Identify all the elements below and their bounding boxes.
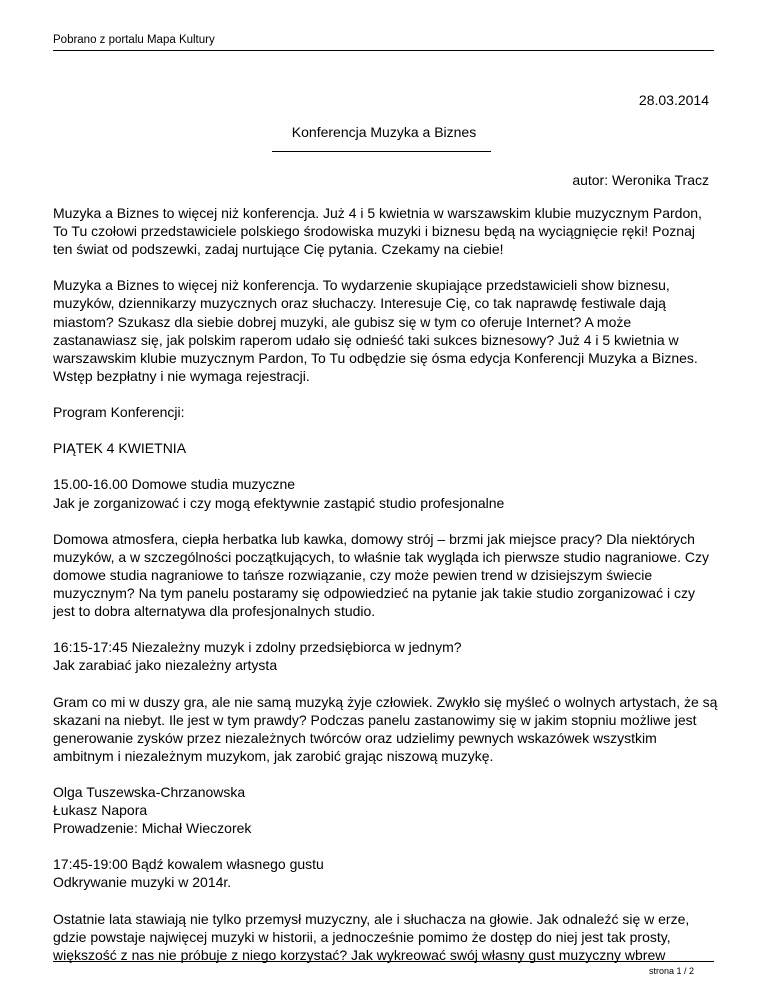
session-2-header bbox=[53, 638, 718, 674]
program-heading: Program Konferencji: bbox=[53, 404, 185, 421]
speaker-2: Łukasz Napora bbox=[53, 802, 148, 819]
session-1-title: 15.00-16.00 Domowe studia muzyczne bbox=[53, 476, 296, 493]
session-2-speakers bbox=[53, 783, 718, 837]
footer-divider bbox=[53, 961, 714, 962]
session-1-description: Domowa atmosfera, ciepła herbatka lub kawka, domowy strój – brzmi jak miejsce pracy? Dla niektórych muzyków, a w szczególności początkujących, to właśnie tak wygląda ich pierwsze studio nagraniowe. Czy domowe studia nagraniowe to tańsze rozwiązanie, czy może pewien trend w dzisiejszym świecie muzycznym? Na tym panelu postaramy się odpowiedzieć na pytanie jak takie studio zorganizować i czy jest to dobra alternatywa dla profesjonalnych studio. bbox=[53, 530, 709, 620]
portal-header: Pobrano z portalu Mapa Kultury bbox=[53, 34, 215, 46]
session-3-description: Ostatnie lata stawiają nie tylko przemysł muzyczny, ale i słuchacza na głowie. Jak odnaleźć się w erze, gdzie powstaje najwięcej muzyki w historii, a jednocześnie pomimo że dostęp do niej jest tak prosty, większość z nas nie próbuje z niego korzystać? Jak wykreować swój własny gust muzyczny wbrew bbox=[53, 910, 690, 963]
session-3-subtitle: Odkrywanie muzyki w 2014r. bbox=[53, 874, 232, 891]
title-underline bbox=[272, 151, 491, 152]
speaker-1: Olga Tuszewska-Chrzanowska bbox=[53, 784, 246, 800]
page-number: strona 1 / 2 bbox=[648, 966, 694, 976]
session-3-title: 17:45-19:00 Bądź kowalem własnego gustu bbox=[53, 856, 324, 873]
session-2-title: 16:15-17:45 Niezależny muzyk i zdolny przedsiębiorca w jednym? bbox=[53, 639, 462, 656]
session-1-header bbox=[53, 475, 718, 511]
session-2-subtitle: Jak zarabiać jako niezależny artysta bbox=[53, 657, 278, 674]
session-host: Prowadzenie: Michał Wieczorek bbox=[53, 820, 252, 837]
description-text: Muzyka a Biznes to więcej niż konferencja. To wydarzenie skupiające przedstawicieli show biznesu, muzyków, dziennikarzy muzycznych oraz słuchaczy. Interesuje Cię, co tak naprawdę festiwale dają miastom? Szukasz dla siebie dobrej muzyki, ale gubisz się w tym co oferuje Internet? A może zastanawiasz się, jak polskim raperom udało się odnieść taki sukces biznesowy? Już 4 i 5 kwietnia w warszawskim klubie muzycznym Pardon, To Tu odbędzie się ósma edycja Konferencji Muzyka a Biznes. bbox=[53, 277, 698, 366]
day-heading: PIĄTEK 4 KWIETNIA bbox=[53, 440, 187, 457]
admission-note: Wstęp bezpłatny i nie wymaga rejestracji. bbox=[53, 367, 310, 384]
document-title: Konferencja Muzyka a Biznes bbox=[291, 124, 477, 140]
description-paragraph bbox=[53, 276, 718, 385]
intro-paragraph: Muzyka a Biznes to więcej niż konferencja. Już 4 i 5 kwietnia w warszawskim klubie muzycznym Pardon, To Tu czołowi przedstawiciele polskiego środowiska muzyki i biznesu będą na wyciągnięcie ręki! Poznaj ten świat od podszewki, zadaj nurtujące Cię pytania. Czekamy na ciebie! bbox=[53, 205, 702, 258]
session-2-description: Gram co mi w duszy gra, ale nie samą muzyką żyje człowiek. Zwykło się myśleć o wolnych artystach, że są skazani na niebyt. Ile jest w tym prawdy? Podczas panelu zastanowimy się w jakim stopniu możliwe jest generowanie zysków przez niezależnych twórców oraz udzielimy pewnych wskazówek wszystkim ambitnym i niezależnym muzykom, jak zarobić grając niszową muzykę. bbox=[53, 693, 718, 764]
document-date: 28.03.2014 bbox=[638, 92, 709, 108]
session-1-subtitle: Jak je zorganizować i czy mogą efektywnie zastąpić studio profesjonalne bbox=[53, 494, 505, 511]
header-divider bbox=[53, 50, 714, 51]
document-author: autor: Weronika Tracz bbox=[572, 172, 709, 188]
article-body bbox=[53, 204, 718, 982]
session-3-header bbox=[53, 855, 718, 891]
